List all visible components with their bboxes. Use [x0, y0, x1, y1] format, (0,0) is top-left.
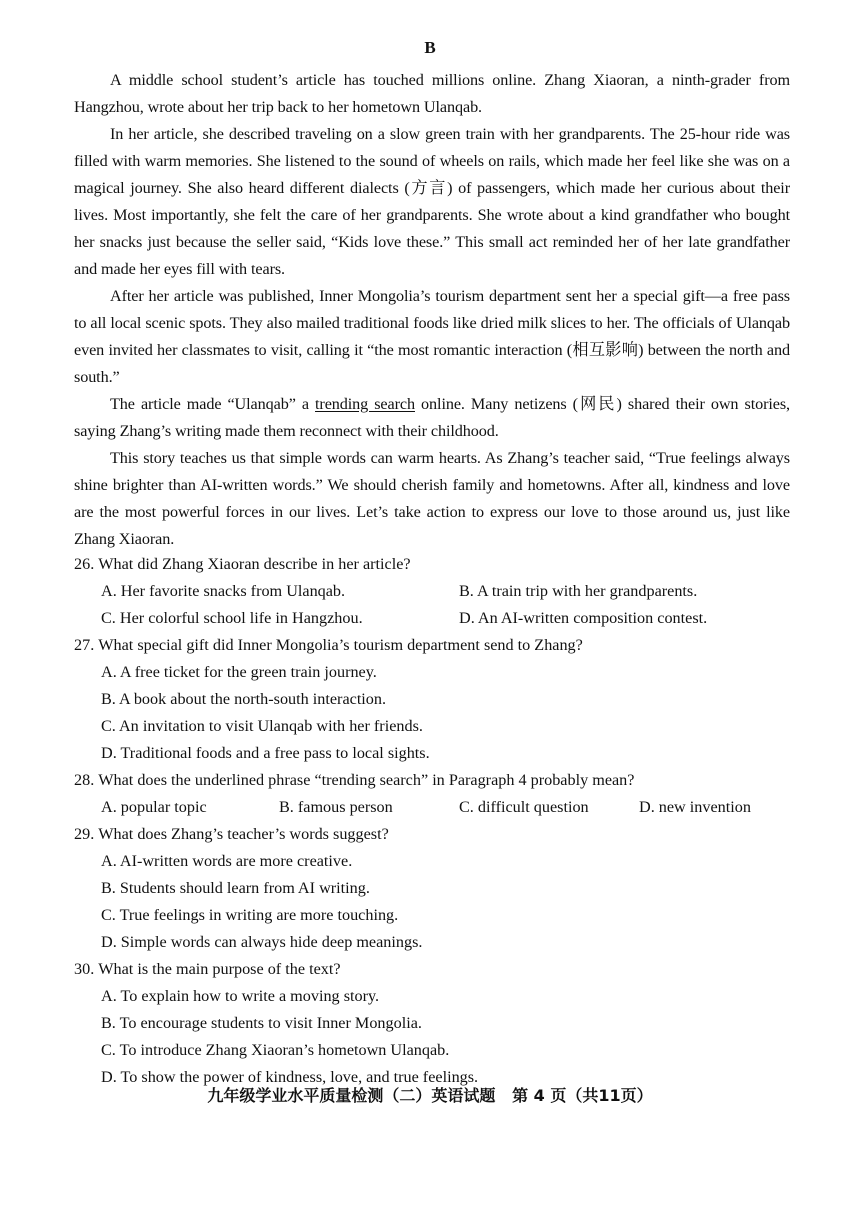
option-d[interactable]: D. Traditional foods and a free pass to local sights. [101, 744, 430, 762]
option-c[interactable]: C. An invitation to visit Ulanqab with her friends. [101, 717, 423, 735]
option-row [74, 578, 790, 605]
question-number: 29. [74, 825, 95, 843]
question-29 [74, 821, 790, 956]
paragraph-4-end: online. Many netizens (网民) shared their own stories, saying Zhang’s writing made them reconnect with their childhood. [74, 395, 790, 440]
paragraph-5: This story teaches us that simple words can warm hearts. As Zhang’s teacher said, “True feelings always shine brighter than AI-written words.” We should cherish family and hometowns. After all, kindness and love are the most powerful forces in our lives. Let’s take action to express our love to those around us, just like Zhang Xiaoran. [74, 449, 790, 548]
question-number: 26. [74, 555, 95, 573]
question-30 [74, 956, 790, 1091]
option-a[interactable]: A. To explain how to write a moving story. [101, 987, 380, 1005]
option-a[interactable]: A. Her favorite snacks from Ulanqab. [101, 582, 346, 600]
paragraph-4-start: The article made “Ulanqab” a [110, 395, 316, 413]
question-stem [74, 632, 790, 659]
paragraph-3: After her article was published, Inner Mongolia’s tourism department sent her a special gift—a free pass to all local scenic spots. They also mailed traditional foods like dried milk slices to her. The officials of Ulanqab even invited her classmates to visit, calling it “the most romantic interaction (相互影响) between the north and south.” [74, 287, 790, 386]
option-b[interactable]: B. Students should learn from AI writing. [101, 879, 370, 897]
reading-passage [74, 67, 790, 553]
section-letter: B [424, 38, 436, 57]
question-number: 27. [74, 636, 95, 654]
question-text: What does Zhang’s teacher’s words suggest? [98, 825, 389, 843]
option-c[interactable]: C. True feelings in writing are more touching. [101, 906, 399, 924]
paragraph-2: In her article, she described traveling on a slow green train with her grandparents. The 25-hour ride was filled with warm memories. She listened to the sound of wheels on rails, which made her feel like she was on a magical journey. She also heard different dialects (方言) of passengers, which made her curious about their lives. Most importantly, she felt the care of her grandparents. She wrote about a kind grandfather who bought her snacks just because the seller said, “Kids love these.” This small act reminded her of her late grandfather and made her eyes fill with tears. [74, 125, 790, 278]
question-list [74, 551, 790, 1091]
question-text: What did Zhang Xiaoran describe in her article? [98, 555, 411, 573]
option-a[interactable]: A. AI-written words are more creative. [101, 852, 353, 870]
question-stem [74, 551, 790, 578]
question-text: What special gift did Inner Mongolia’s tourism department send to Zhang? [98, 636, 583, 654]
option-row [74, 605, 790, 632]
option-b[interactable]: B. To encourage students to visit Inner Mongolia. [101, 1014, 422, 1032]
question-stem [74, 956, 790, 983]
page-footer: 九年级学业水平质量检测（二）英语试题 第 4 页（共11页） [207, 1086, 653, 1105]
option-a[interactable]: A. A free ticket for the green train journey. [101, 663, 377, 681]
option-row [74, 794, 790, 821]
option-a[interactable]: A. popular topic [101, 798, 207, 816]
paragraph-1: A middle school student’s article has touched millions online. Zhang Xiaoran, a ninth-grader from Hangzhou, wrote about her trip back to her hometown Ulanqab. [74, 71, 790, 116]
question-number: 28. [74, 771, 95, 789]
question-text: What does the underlined phrase “trending search” in Paragraph 4 probably mean? [98, 771, 635, 789]
question-stem [74, 821, 790, 848]
underlined-phrase: trending search [315, 395, 415, 413]
option-b[interactable]: B. famous person [279, 798, 393, 816]
option-b[interactable]: B. A train trip with her grandparents. [459, 582, 698, 600]
question-26 [74, 551, 790, 632]
option-d[interactable]: D. Simple words can always hide deep meanings. [101, 933, 423, 951]
option-c[interactable]: C. difficult question [459, 798, 589, 816]
option-d[interactable]: D. new invention [639, 798, 751, 816]
question-stem [74, 767, 790, 794]
option-d[interactable]: D. To show the power of kindness, love, and true feelings. [101, 1068, 479, 1086]
paragraph-4 [74, 391, 790, 445]
question-number: 30. [74, 960, 95, 978]
option-c[interactable]: C. To introduce Zhang Xiaoran’s hometown Ulanqab. [101, 1041, 450, 1059]
question-27 [74, 632, 790, 767]
option-d[interactable]: D. An AI-written composition contest. [459, 609, 708, 627]
option-b[interactable]: B. A book about the north-south interaction. [101, 690, 387, 708]
question-28 [74, 767, 790, 821]
question-text: What is the main purpose of the text? [98, 960, 341, 978]
option-c[interactable]: C. Her colorful school life in Hangzhou. [101, 609, 363, 627]
